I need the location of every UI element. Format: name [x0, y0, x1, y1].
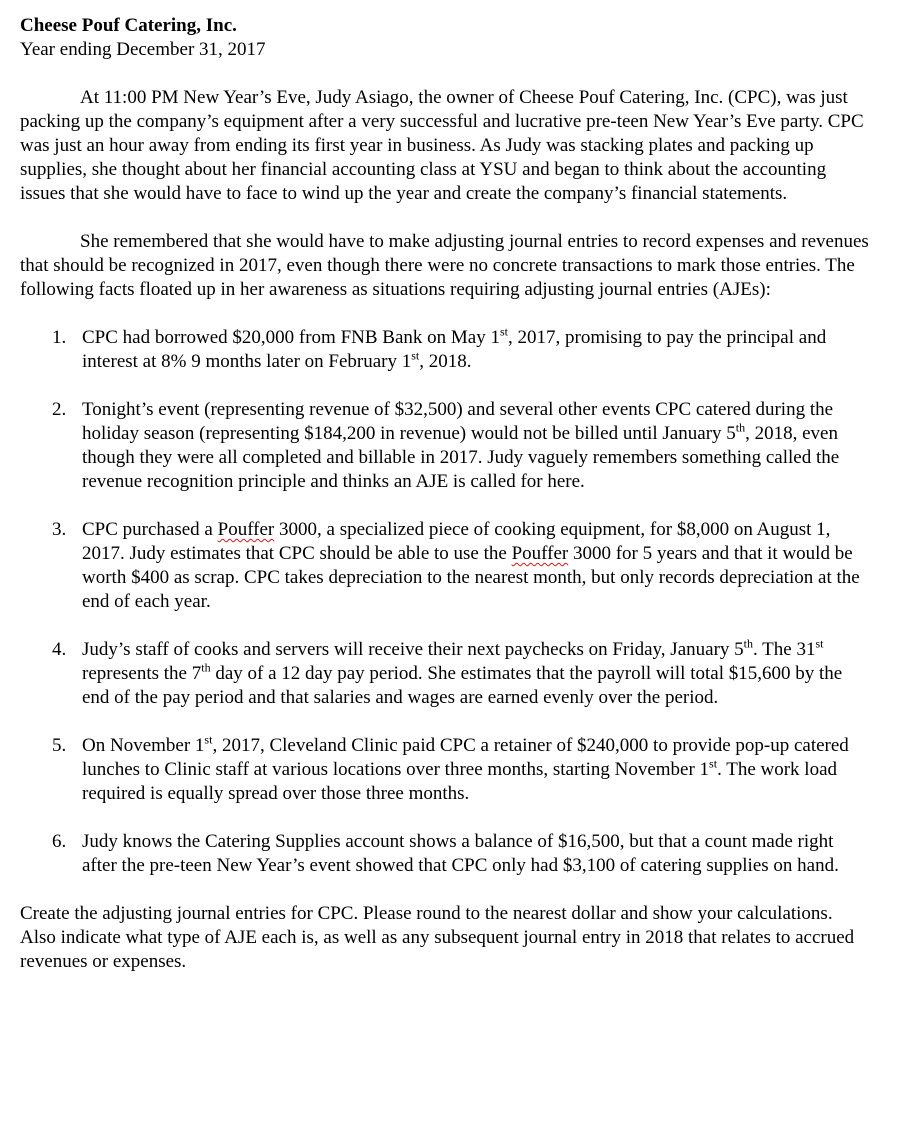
item-4-text-a: Judy’s staff of cooks and servers will receive their next paychecks on Friday, January 5 [82, 639, 744, 660]
spelling-flag-word-2[interactable]: Pouffer [511, 543, 569, 564]
item-4-sup-3: th [201, 660, 211, 675]
list-item-2 [20, 398, 870, 494]
item-2-text-a: Tonight’s event (representing revenue of $32,500) and several other events CPC catered during the holiday season (representing $184,200 in revenue) would not be billed until January 5 [82, 399, 834, 444]
item-4-sup-2: st [815, 636, 824, 651]
item-2-sup-1: th [735, 420, 746, 435]
item-2-text-b: , 2018, even though they were all completed and billable in 2017. Judy vaguely remembers something called the revenue recognition principle and thinks an AJE is called for here. [82, 423, 840, 492]
list-number-6: 6. [52, 831, 67, 852]
document-subtitle: Year ending December 31, 2017 [20, 39, 266, 60]
list-number-2: 2. [52, 399, 67, 420]
aje-situation-list [20, 326, 870, 878]
item-6-text-a: Judy knows the Catering Supplies account shows a balance of $16,500, but that a count made right after the pre-teen New Year’s event showed that CPC only had $3,100 of catering supplies on hand. [82, 831, 839, 876]
list-number-3: 3. [52, 519, 67, 540]
list-number-4: 4. [52, 639, 67, 660]
item-4-text-b: . The 31 [753, 639, 816, 660]
item-5-text-a: On November 1 [82, 735, 205, 756]
list-number-5: 5. [52, 735, 67, 756]
document-title: Cheese Pouf Catering, Inc. [20, 15, 237, 36]
item-5-text-b: , 2017, Cleveland Clinic paid CPC a retainer of $240,000 to provide pop-up catered lunches to Clinic staff at various locations over three months, starting November 1 [82, 735, 849, 780]
list-item-6 [20, 830, 870, 878]
item-5-sup-1: st [204, 732, 213, 747]
item-3-text-a: CPC purchased a [82, 519, 218, 540]
list-item-3 [20, 518, 870, 614]
closing-instructions: Create the adjusting journal entries for CPC. Please round to the nearest dollar and show your calculations. Also indicate what type of AJE each is, as well as any subsequent journal entry in 2018 that relates to accrued revenues or expenses. [20, 903, 855, 972]
item-5-text-c: . The work load required is equally spread over those three months. [82, 759, 838, 804]
item-4-sup-1: th [743, 636, 753, 651]
item-5-sup-2: st [709, 756, 718, 771]
item-4-text-d: day of a 12 day pay period. She estimates that the payroll will total $15,600 by the end of the pay period and that salaries and wages are earned evenly over the period. [82, 663, 843, 708]
item-3-text-c: 3000 for 5 years and that it would be worth $400 as scrap. CPC takes depreciation to the nearest month, but only records depreciation at the end of each year. [82, 543, 860, 612]
document-page [20, 14, 870, 974]
item-1-sup-1: st [499, 324, 508, 339]
intro-paragraph-2: She remembered that she would have to make adjusting journal entries to record expenses and revenues that should be recognized in 2017, even though there were no concrete transactions to mark those entries. The following facts floated up in her awareness as situations requiring adjusting journal entries (AJEs): [20, 231, 869, 300]
item-1-text-b: , 2017, promising to pay the principal and interest at 8% 9 months later on February 1 [82, 327, 827, 372]
list-item-5 [20, 734, 870, 806]
list-item-1 [20, 326, 870, 374]
list-item-4 [20, 638, 870, 710]
item-1-text-a: CPC had borrowed $20,000 from FNB Bank on May 1 [82, 327, 500, 348]
intro-paragraph-1: At 11:00 PM New Year’s Eve, Judy Asiago, the owner of Cheese Pouf Catering, Inc. (CPC), was just packing up the company’s equipment after a very successful and lucrative pre-teen New Year’s Eve party. CPC was just an hour away from ending its first year in business. As Judy was stacking plates and packing up supplies, she thought about her financial accounting class at YSU and began to think about the accounting issues that she would have to face to wind up the year and create the company’s financial statements. [20, 87, 864, 204]
spelling-flag-word-1[interactable]: Pouffer [217, 519, 275, 540]
item-1-text-c: , 2018. [419, 351, 472, 372]
item-1-sup-2: st [411, 348, 420, 363]
item-4-text-c: represents the 7 [82, 663, 202, 684]
item-3-text-b: 3000, a specialized piece of cooking equipment, for $8,000 on August 1, 2017. Judy estimates that CPC should be able to use the [82, 519, 831, 564]
list-number-1: 1. [52, 327, 67, 348]
